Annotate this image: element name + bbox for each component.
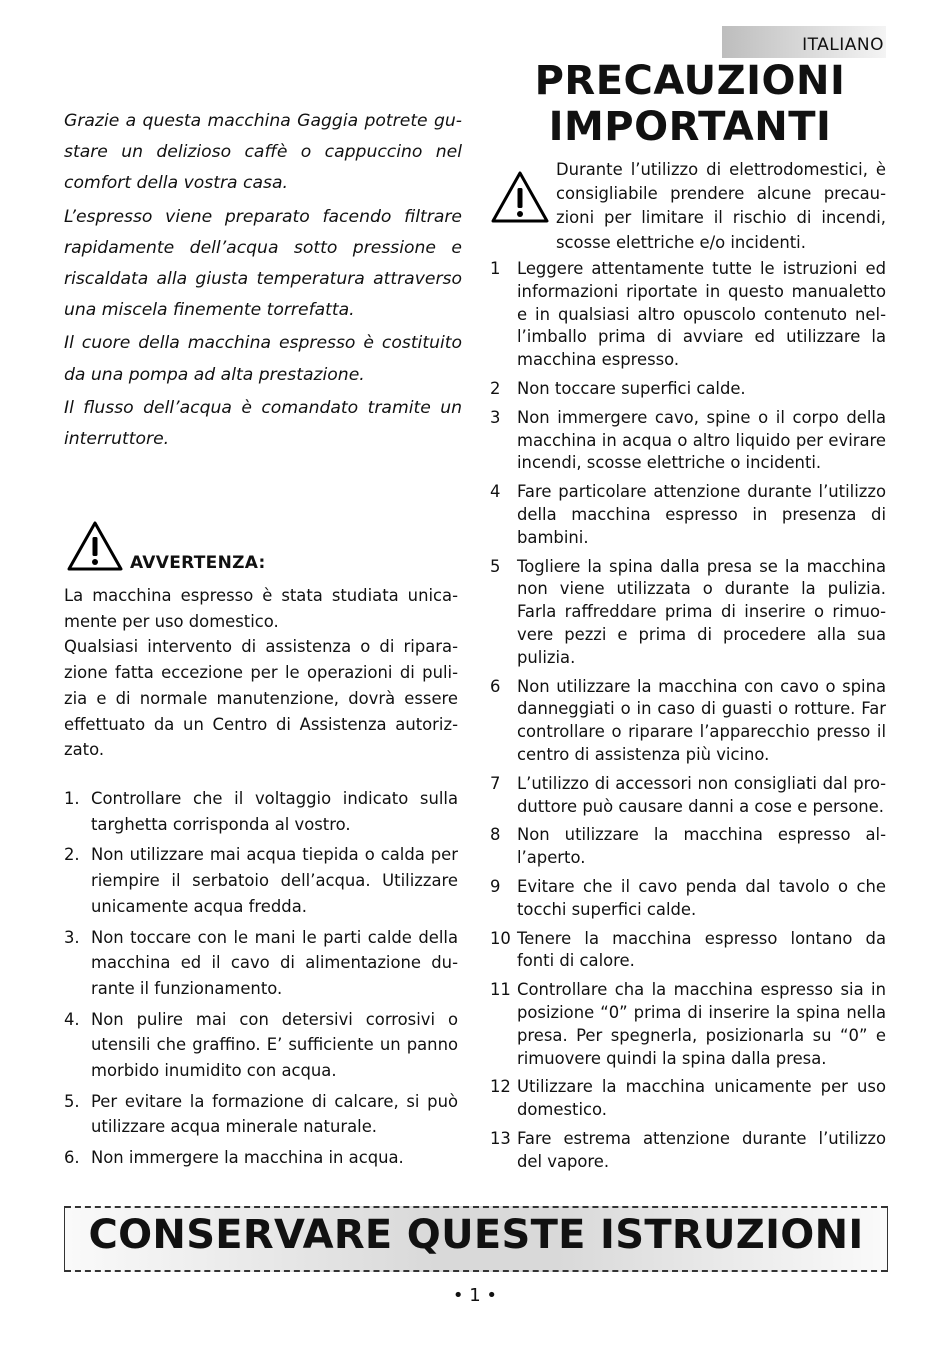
item-number: 6 (490, 676, 501, 696)
item-number: 1 (490, 259, 501, 278)
item-text: Utilizzare la macchina unicamente per uso domestico. (517, 1077, 886, 1120)
list-item (490, 876, 886, 922)
item-number: 7 (490, 773, 501, 793)
item-number: 12 (490, 1077, 511, 1097)
item-number: 3. (64, 927, 80, 947)
item-text: Leggere attentamente tutte le istruzioni ed informazioni riportate in questo manualetto e in qualsiasi altro opuscolo contenuto nell’imballo prima di avviare ed utilizzare la macchina espresso. (517, 259, 886, 370)
item-number: 2. (64, 845, 80, 865)
item-text: Controllare cha la macchina espresso sia in posizione “0” prima di inserire la spina nella presa. Per spegnerla, posizionarla su “0” e rimuovere quindi la spina dalla presa. (517, 980, 886, 1068)
warning-paragraph: Qualsiasi intervento di assistenza o di riparazione fatta eccezione per le operazioni di pulizia e di normale manutenzione, dovrà essere effettuato da un Centro di Assistenza autorizzato. (64, 637, 458, 760)
intro-paragraph: Il cuore della macchina espresso è costituito da una pompa ad alta prestazione. (64, 333, 462, 385)
item-text: Non utilizzare la macchina espresso all’aperto. (517, 825, 886, 868)
precautions-list (490, 258, 886, 1179)
item-text: Non toccare superfici calde. (517, 378, 746, 398)
intro-text (64, 106, 462, 457)
item-text: Fare estrema attenzione durante l’utilizzo del vapore. (517, 1128, 886, 1171)
list-item (64, 842, 458, 919)
item-number: 5 (490, 556, 501, 576)
item-text: Per evitare la formazione di calcare, si può utilizzare acqua minerale naturale. (91, 1091, 458, 1137)
warning-triangle-icon (490, 170, 550, 224)
item-number: 9 (490, 876, 501, 896)
list-item (64, 925, 458, 1002)
item-text: Non utilizzare mai acqua tiepida o calda per riempire il serbatoio dell’acqua. Utilizzare unicamente acqua fredda. (91, 845, 458, 916)
intro-paragraph: Il flusso dell’acqua è comandato tramite un interruttore. (64, 397, 462, 450)
page-title (510, 58, 870, 150)
title-line-1: PRECAUZIONI (534, 58, 846, 104)
title-line-2: IMPORTANTI (548, 104, 832, 150)
item-text: L’utilizzo di accessori non consigliati dal produttore può causare danni a cose e persone. (517, 773, 886, 816)
item-text: Non pulire mai con detersivi corrosivi o utensili che graffino. E’ sufficiente un panno morbido inumidito con acqua. (91, 1009, 458, 1081)
rules-list (64, 786, 458, 1176)
item-number: 11 (490, 980, 511, 1000)
item-number: 4. (64, 1009, 80, 1029)
item-number: 13 (490, 1128, 511, 1148)
list-item (490, 556, 886, 670)
list-item (490, 928, 886, 974)
footer-title: CONSERVARE QUESTE ISTRUZIONI (88, 1212, 864, 1258)
item-number: 8 (490, 825, 501, 845)
warning-heading: AVVERTENZA: (130, 553, 266, 573)
item-text: Controllare che il voltaggio indicato sulla targhetta corrisponda al vostro. (91, 789, 458, 834)
precautions-intro: Durante l’utilizzo di elettrodomestici, è consigliabile prendere alcune precauzioni per limitare il rischio di incendi, scosse elettriche e/o incidenti. (556, 160, 886, 252)
item-text: Tenere la macchina espresso lontano da fonti di calore. (517, 928, 886, 971)
item-text: Non utilizzare la macchina con cavo o spina danneggiati o in caso di guasti o rotture. Far controllare o riparare l’apparecchio presso il centro di assistenza più vicino. (517, 676, 886, 764)
warning-triangle-icon (66, 520, 124, 572)
item-number: 2 (490, 378, 501, 398)
list-item (64, 1145, 458, 1171)
list-item (64, 1007, 458, 1084)
list-item (490, 773, 886, 819)
list-item (490, 378, 886, 401)
dashed-border-top (65, 1206, 887, 1208)
footer-banner (64, 1206, 888, 1272)
warning-paragraph: La macchina espresso è stata studiata unicamente per uso domestico. (64, 586, 458, 631)
item-text: Non toccare con le mani le parti calde della macchina ed il cavo di alimentazione durante il funzionamento. (91, 927, 458, 998)
language-tab (722, 26, 886, 58)
item-number: 10 (490, 928, 511, 948)
list-item (490, 824, 886, 870)
list-item (490, 481, 886, 549)
language-label: ITALIANO (802, 35, 884, 55)
list-item (490, 1076, 886, 1122)
intro-paragraph: Grazie a questa macchina Gaggia potrete gustare un delizioso caffè o cappuccino nel comfort della vostra casa. (64, 111, 462, 194)
dashed-border-bottom (65, 1270, 887, 1272)
item-number: 3 (490, 407, 501, 427)
item-text: Non immergere cavo, spine o il corpo della macchina in acqua o altro liquido per evirare incendi, scosse elettriche o incidenti. (517, 407, 886, 473)
item-number: 6. (64, 1148, 80, 1168)
page-number: • 1 • (452, 1285, 498, 1306)
intro-paragraph: L’espresso viene preparato facendo filtrare rapidamente dell’acqua sotto pressione e riscaldata alla giusta temperatura attraverso una miscela finemente torrefatta. (64, 206, 462, 321)
list-item (64, 786, 458, 837)
warning-text (64, 583, 458, 763)
list-item (490, 979, 886, 1070)
list-item (490, 676, 886, 767)
list-item (490, 1128, 886, 1174)
item-number: 4 (490, 482, 501, 502)
list-item (490, 407, 886, 475)
item-number: 5. (64, 1091, 80, 1111)
list-item (490, 258, 886, 372)
item-text: Togliere la spina dalla presa se la macchina non viene utilizzata o durante la pulizia. Farla raffreddare prima di inserire o rimuovere pezzi e prima di procedere alla sua pulizia. (517, 556, 886, 667)
list-item (64, 1089, 458, 1140)
item-text: Fare particolare attenzione durante l’utilizzo della macchina espresso in presenza di bambini. (517, 482, 886, 547)
item-text: Non immergere la macchina in acqua. (91, 1148, 404, 1168)
item-text: Evitare che il cavo penda dal tavolo o che tocchi superfici calde. (517, 876, 886, 919)
item-number: 1. (64, 789, 80, 808)
